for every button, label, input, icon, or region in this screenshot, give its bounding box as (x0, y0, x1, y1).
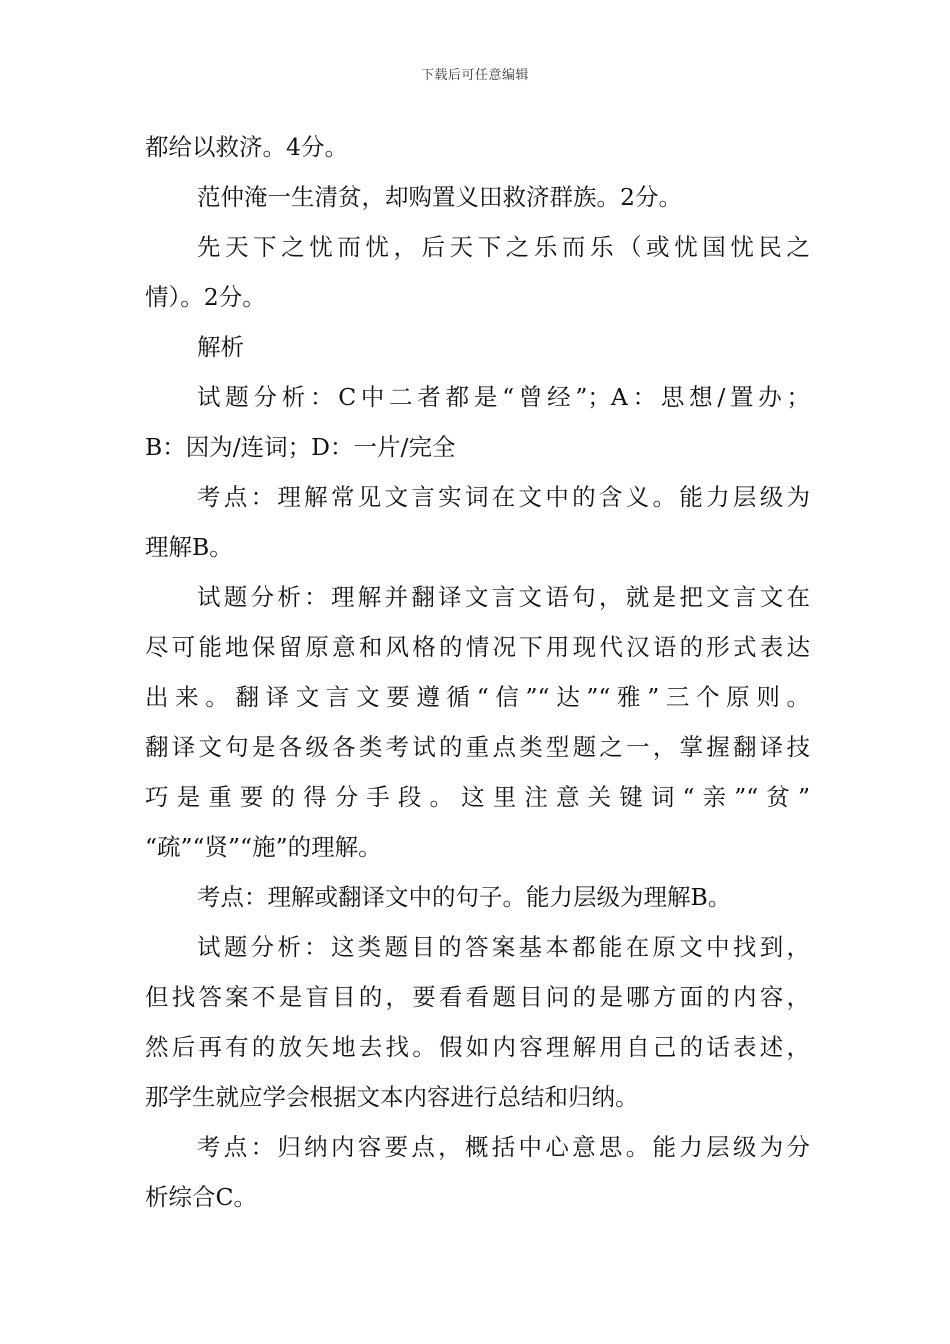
page-header: 下载后可任意编辑 (420, 68, 529, 83)
text-line: 析综合C。 (145, 1183, 257, 1211)
text-line: B：因为/连词；D：一片/完全 (145, 433, 456, 461)
text-line: 那学生就应学会根据文本内容进行总结和归纳。 (145, 1083, 639, 1111)
text-line: 出来。翻译文言文要遵循“信”“达”“雅”三个原则。 (145, 683, 810, 711)
text-line: 但找答案不是盲目的，要看看题目问的是哪方面的内容， (145, 983, 810, 1011)
text-line: 试题分析：这类题目的答案基本都能在原文中找到， (197, 933, 810, 961)
text-line: 情）。2分。 (145, 283, 266, 311)
text-line: 理解B。 (145, 533, 233, 561)
text-line: 都给以救济。4分。 (145, 133, 348, 161)
text-line: 范仲淹一生清贫，却购置义田救济群族。2分。 (197, 183, 682, 211)
text-line: 巧是重要的得分手段。这里注意关键词“亲”“贫” (145, 783, 810, 811)
text-line: 先天下之忧而忧，后天下之乐而乐（或忧国忧民之 (197, 233, 810, 261)
text-line: 解析 (197, 333, 244, 361)
text-line: 考点：理解常见文言实词在文中的含义。能力层级为 (197, 483, 810, 511)
text-line: “疏”“贤”“施”的理解。 (145, 833, 382, 861)
text-line: 考点：归纳内容要点，概括中心意思。能力层级为分 (197, 1133, 810, 1161)
text-line: 试题分析：理解并翻译文言文语句，就是把文言文在 (197, 583, 810, 611)
text-line: 翻译文句是各级各类考试的重点类型题之一，掌握翻译技 (145, 733, 810, 761)
text-line: 考点：理解或翻译文中的句子。能力层级为理解B。 (197, 883, 732, 911)
text-line: 然后再有的放矢地去找。假如内容理解用自己的话表述， (145, 1033, 810, 1061)
text-line: 试题分析：C中二者都是“曾经”；A：思想/置办； (197, 383, 810, 411)
text-line: 尽可能地保留原意和风格的情况下用现代汉语的形式表达 (145, 633, 810, 661)
document-body (145, 122, 810, 1222)
